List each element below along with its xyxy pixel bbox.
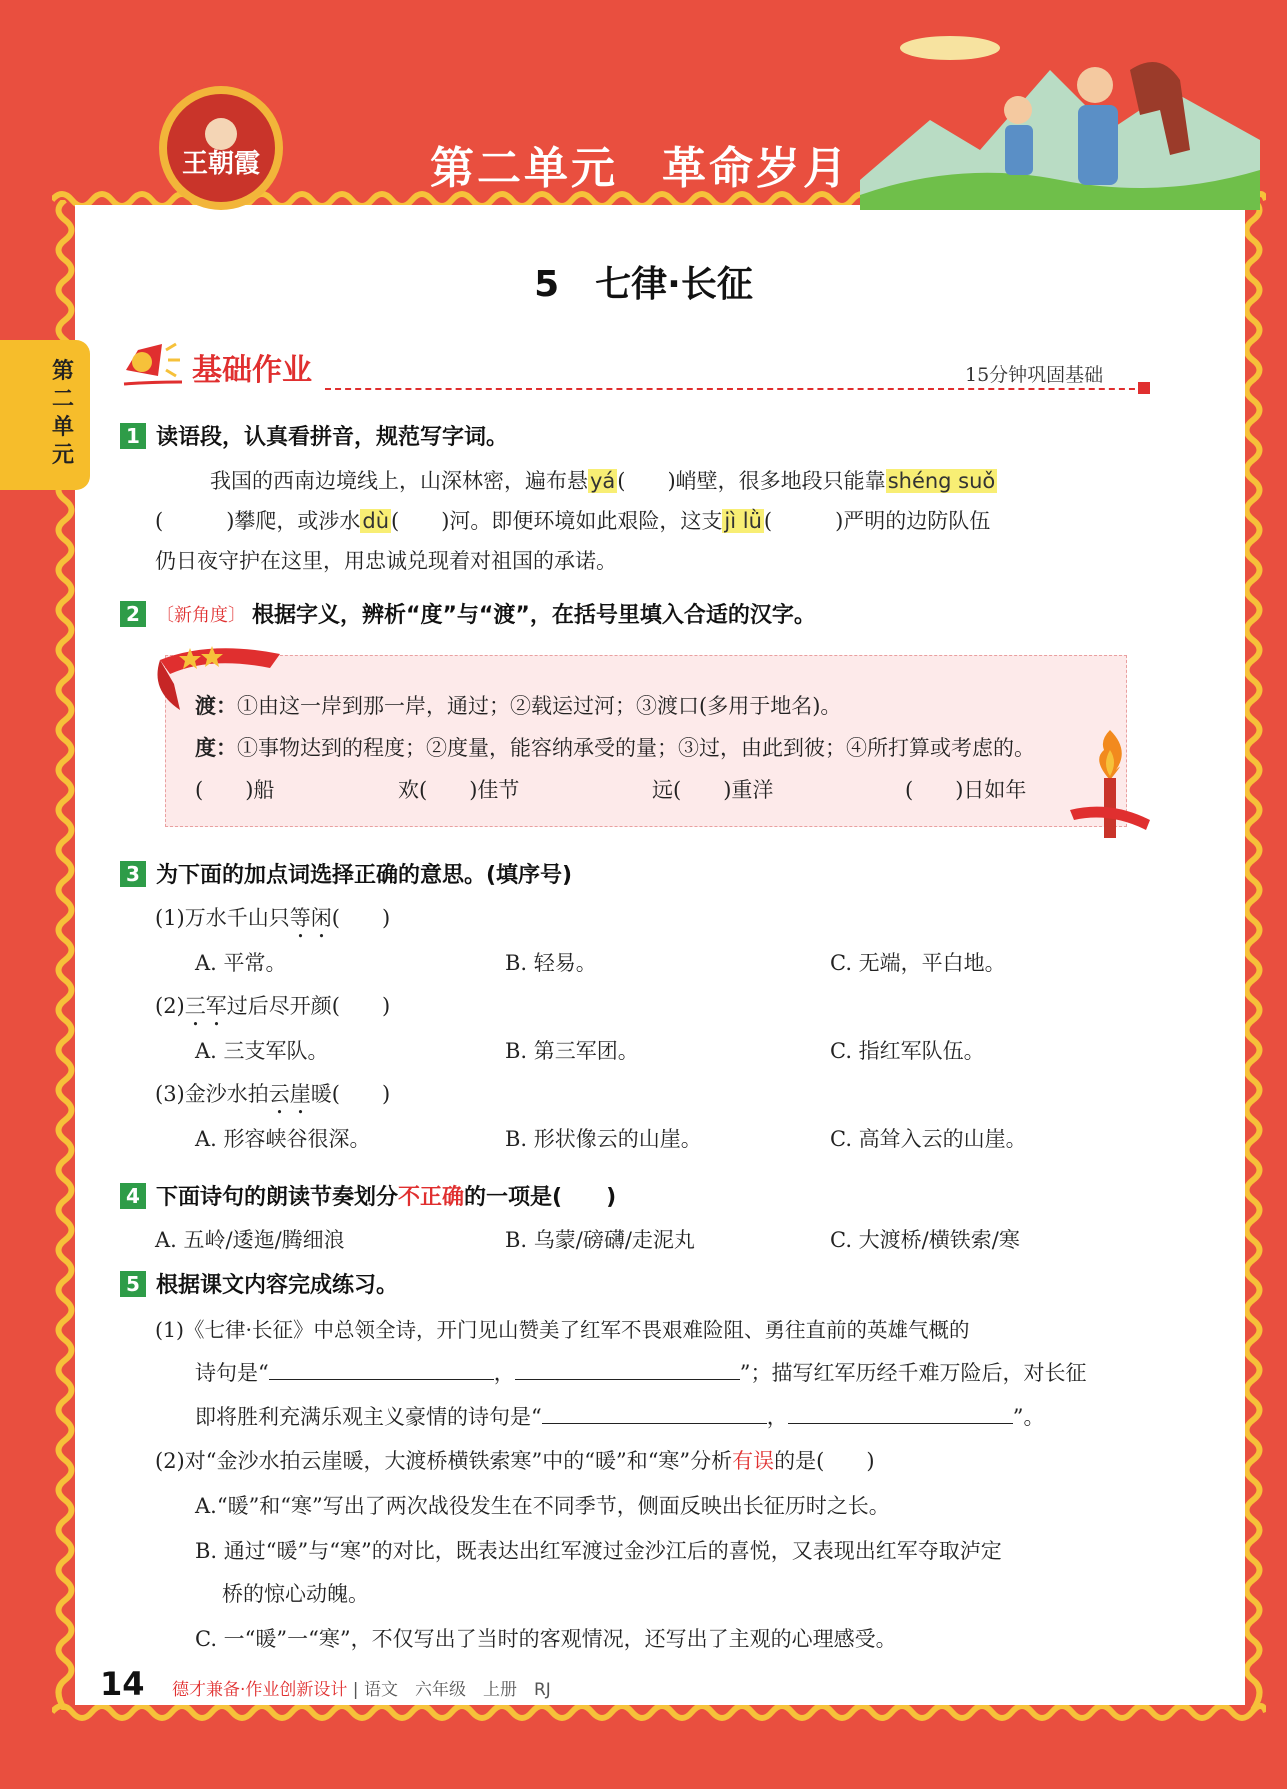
q5-option-c: C. 一“暖”一“寒”，不仅写出了当时的客观情况，还写出了主观的心理感受。	[195, 1627, 897, 1651]
q1-line-3: 仍日夜守护在这里，用忠诚兑现着对祖国的承诺。	[155, 549, 617, 573]
def-text: ①由这一岸到那一岸，通过；②载运过河；③渡口(多用于地名)。	[237, 694, 842, 718]
side-unit-tab	[0, 340, 90, 490]
new-angle-tag: 〔新角度〕	[156, 604, 246, 626]
q1-text[interactable]: ( )攀爬，或涉水	[155, 509, 361, 533]
option: A. 三支军队。	[195, 1039, 329, 1063]
item-text: 暖( )	[310, 1082, 391, 1106]
question-number: 3	[120, 861, 146, 887]
fill-blank-4[interactable]: ( )日如年	[905, 778, 1027, 802]
q3-item-3[interactable]	[155, 1078, 390, 1119]
pinyin-hint: jì lǜ	[724, 509, 762, 533]
footer-info: 德才兼备·作业创新设计 | 语文 六年级 上册 RJ	[172, 1680, 551, 1700]
megaphone-icon	[118, 340, 182, 390]
pinyin-hint: shéng suǒ	[887, 469, 996, 493]
series-name: 德才兼备·作业创新设计	[172, 1680, 348, 1700]
q5-text: 的是( )	[774, 1449, 875, 1473]
question-5-title: 根据课文内容完成练习。	[156, 1273, 399, 1298]
question-2-header	[120, 598, 816, 629]
q5-text: ，	[766, 1405, 788, 1429]
q5-option-a: A.“暖”和“寒”写出了两次战役发生在不同季节，侧面反映出长征历时之长。	[195, 1494, 890, 1518]
q1-text[interactable]: ( )峭壁，很多地段只能靠	[617, 469, 886, 493]
def-char: 渡：	[195, 694, 237, 718]
q5-part-1-line-1: (1)《七律·长征》中总领全诗，开门见山赞美了红军不畏艰难险阻、勇往直前的英雄气概的	[155, 1318, 970, 1342]
q5-text: ”；描写红军历经千难万险后，对长征	[739, 1361, 1087, 1385]
section-divider-end	[1138, 382, 1150, 394]
question-1-header	[120, 420, 508, 451]
section-divider	[325, 388, 1145, 390]
q5-part-1-line-2	[195, 1357, 1086, 1387]
lesson-title: 5 七律·长征	[534, 264, 753, 305]
question-number: 2	[120, 601, 146, 627]
q1-text: 我国的西南边境线上，山深林密，遍布悬	[210, 469, 588, 493]
mountain-soldiers-illustration	[860, 30, 1260, 210]
question-number: 5	[120, 1271, 146, 1297]
unit-theme: 革命岁月	[662, 143, 850, 194]
emphasis-text: 有误	[732, 1449, 775, 1473]
question-number: 4	[120, 1183, 146, 1209]
option: A. 形容峡谷很深。	[195, 1127, 371, 1151]
pinyin-hint: dù	[362, 509, 390, 533]
emphasis-text: 不正确	[398, 1185, 465, 1210]
q5-option-b-line-1: B. 通过“暖”与“寒”的对比，既表达出红军渡过金沙江后的喜悦，又表现出红军夺取泸定	[195, 1539, 1002, 1563]
question-2-title: 根据字义，辨析“度”与“渡”，在括号里填入合适的汉字。	[252, 603, 816, 628]
option: A. 五岭/逶迤/腾细浪	[155, 1228, 345, 1252]
option: B. 轻易。	[505, 951, 597, 975]
q5-text: 诗句是“	[195, 1361, 269, 1385]
q1-text[interactable]: ( )河。即便环境如此艰险，这支	[391, 509, 723, 533]
answer-blank[interactable]	[542, 1403, 767, 1424]
q5-part-2[interactable]	[155, 1445, 875, 1475]
def-text: ①事物达到的程度；②度量，能容纳承受的量；③过，由此到彼；④所打算或考虑的。	[237, 736, 1035, 760]
item-text: (3)金沙水拍	[155, 1082, 269, 1106]
question-3-title: 为下面的加点词选择正确的意思。(填序号)	[156, 863, 573, 888]
wang-zhaoxia-logo	[150, 72, 292, 214]
option: C. 指红军队伍。	[830, 1039, 985, 1063]
q1-line-2	[155, 505, 990, 535]
fill-blank-2[interactable]: 欢( )佳节	[398, 778, 520, 802]
q5-part-1-line-3	[195, 1401, 1044, 1431]
option: C. 大渡桥/横铁索/寒	[830, 1228, 1020, 1252]
section-subtitle: 15分钟巩固基础	[965, 364, 1104, 386]
def-char: 度：	[195, 736, 237, 760]
question-5-header	[120, 1268, 398, 1299]
fill-blank-1[interactable]: ( )船	[195, 778, 275, 802]
question-4-title[interactable]: 的一项是( )	[464, 1185, 617, 1210]
q5-text: ，	[493, 1361, 515, 1385]
q5-text: 即将胜利充满乐观主义豪情的诗句是“	[195, 1405, 542, 1429]
q1-line-1	[210, 465, 997, 495]
q5-text: ”。	[1012, 1405, 1045, 1429]
definition-du-degree	[195, 732, 1035, 762]
definition-du-crossing	[195, 690, 841, 720]
dotted-word: 三军	[184, 994, 227, 1018]
option: C. 高耸入云的山崖。	[830, 1127, 1027, 1151]
item-text: ( )	[331, 906, 391, 930]
q3-item-1[interactable]	[155, 902, 390, 943]
option: B. 第三军团。	[505, 1039, 639, 1063]
question-3-header	[120, 858, 572, 889]
book-info: 语文 六年级 上册 RJ	[363, 1680, 551, 1700]
question-4-header	[120, 1180, 616, 1211]
option: B. 乌蒙/磅礴/走泥丸	[505, 1228, 695, 1252]
q1-text[interactable]: ( )严明的边防队伍	[763, 509, 991, 533]
answer-blank[interactable]	[788, 1403, 1013, 1424]
item-text: (1)万水千山只	[155, 906, 290, 930]
item-text: (2)	[155, 994, 185, 1018]
unit-header	[430, 132, 850, 196]
item-text: 过后尽开颜( )	[226, 994, 391, 1018]
unit-label: 第二单元	[430, 143, 618, 194]
question-number: 1	[120, 423, 146, 449]
side-tab-label: 第二单元	[52, 359, 75, 468]
pinyin-hint: yá	[590, 469, 616, 493]
answer-blank[interactable]	[269, 1359, 494, 1380]
option: C. 无端，平白地。	[830, 951, 1006, 975]
logo-text: 王朝霞	[181, 149, 261, 179]
q5-option-b-line-2: 桥的惊心动魄。	[222, 1582, 369, 1606]
section-title: 基础作业	[192, 353, 312, 388]
dotted-word: 等闲	[289, 906, 332, 930]
option: B. 形状像云的山崖。	[505, 1127, 702, 1151]
torch-icon	[1070, 720, 1150, 850]
question-4-title: 下面诗句的朗读节奏划分	[156, 1185, 399, 1210]
fill-blank-3[interactable]: 远( )重洋	[652, 778, 774, 802]
dotted-word: 云崖	[268, 1082, 311, 1106]
option: A. 平常。	[195, 951, 287, 975]
q3-item-2[interactable]	[155, 990, 390, 1031]
answer-blank[interactable]	[515, 1359, 740, 1380]
page-number: 14	[100, 1665, 145, 1703]
question-1-title: 读语段，认真看拼音，规范写字词。	[156, 425, 509, 450]
q5-text: (2)对“金沙水拍云崖暖，大渡桥横铁索寒”中的“暖”和“寒”分析	[155, 1449, 733, 1473]
